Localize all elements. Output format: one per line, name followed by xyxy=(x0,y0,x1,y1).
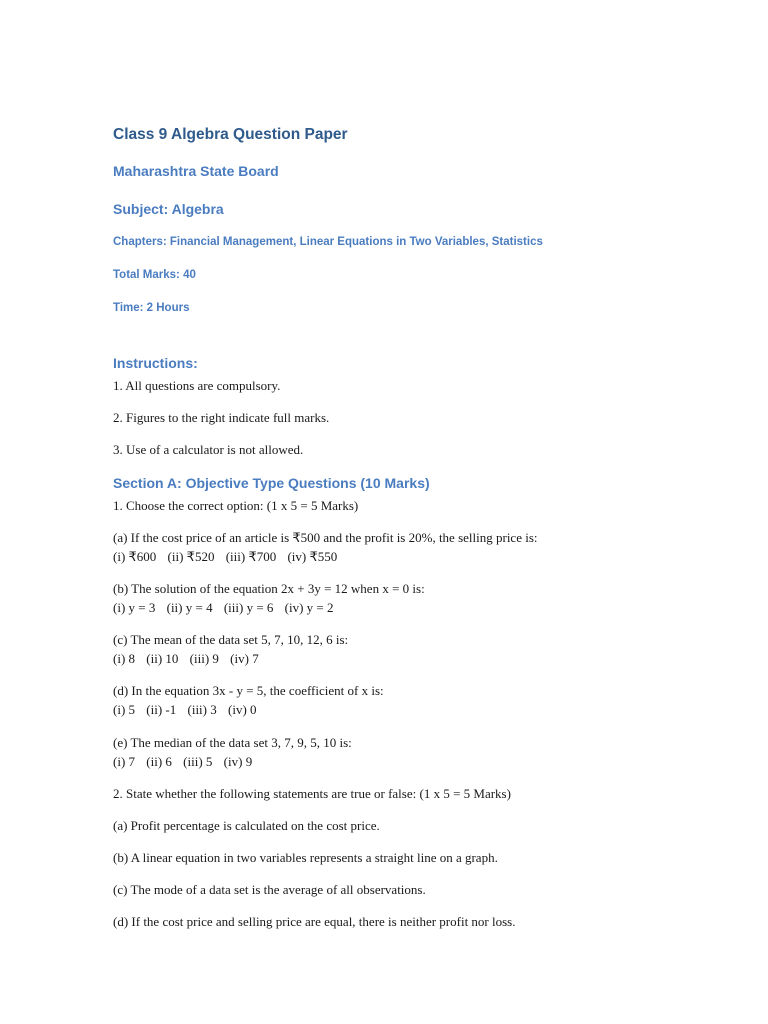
instruction-item: 2. Figures to the right indicate full marks. xyxy=(113,410,330,425)
time-allowed: Time: 2 Hours xyxy=(113,302,190,314)
subject-line: Subject: Algebra xyxy=(113,201,224,217)
mcq-options xyxy=(113,547,538,566)
instruction-item: 3. Use of a calculator is not allowed. xyxy=(113,442,304,457)
page-title: Class 9 Algebra Question Paper xyxy=(113,126,348,143)
mcq-options xyxy=(113,700,384,719)
option: (iii) y = 6 xyxy=(223,600,274,615)
option: (ii) y = 4 xyxy=(166,600,213,615)
option: (ii) ₹520 xyxy=(167,549,215,564)
section-a-heading: Section A: Objective Type Questions (10 Marks) xyxy=(113,475,430,491)
option: (iii) ₹700 xyxy=(225,549,277,564)
question-1-prompt: 1. Choose the correct option: (1 x 5 = 5 Marks) xyxy=(113,498,359,513)
option: (i) 7 xyxy=(113,754,136,769)
mcq-question: (c) The mean of the data set 5, 7, 10, 12, 6 is: xyxy=(113,632,349,647)
true-false-item: (d) If the cost price and selling price are equal, there is neither profit nor loss. xyxy=(113,914,516,929)
mcq-question: (a) If the cost price of an article is ₹500 and the profit is 20%, the selling price is: xyxy=(113,530,538,545)
option: (i) y = 3 xyxy=(113,600,156,615)
true-false-item: (a) Profit percentage is calculated on the cost price. xyxy=(113,818,380,833)
true-false-item: (b) A linear equation in two variables represents a straight line on a graph. xyxy=(113,850,498,865)
total-marks: Total Marks: 40 xyxy=(113,269,196,281)
option: (i) 5 xyxy=(113,702,136,717)
mcq-question: (d) In the equation 3x - y = 5, the coefficient of x is: xyxy=(113,683,384,698)
mcq-question: (b) The solution of the equation 2x + 3y = 12 when x = 0 is: xyxy=(113,581,425,596)
mcq-item-c xyxy=(113,630,348,668)
mcq-options xyxy=(113,598,425,617)
option: (ii) -1 xyxy=(146,702,177,717)
option: (i) ₹600 xyxy=(113,549,157,564)
option: (iv) 0 xyxy=(228,702,257,717)
option: (iii) 3 xyxy=(187,702,217,717)
mcq-question: (e) The median of the data set 3, 7, 9, 5, 10 is: xyxy=(113,735,352,750)
board-name: Maharashtra State Board xyxy=(113,163,279,179)
mcq-item-e xyxy=(113,733,352,771)
option: (iii) 5 xyxy=(183,754,213,769)
mcq-options xyxy=(113,649,348,668)
option: (iv) 7 xyxy=(230,651,259,666)
instruction-item: 1. All questions are compulsory. xyxy=(113,378,281,393)
mcq-item-a xyxy=(113,528,538,566)
mcq-options xyxy=(113,752,352,771)
question-2-prompt: 2. State whether the following statements are true or false: (1 x 5 = 5 Marks) xyxy=(113,786,511,801)
option: (iv) ₹550 xyxy=(287,549,338,564)
mcq-item-b xyxy=(113,579,425,617)
true-false-item: (c) The mode of a data set is the average of all observations. xyxy=(113,882,426,897)
instructions-heading: Instructions: xyxy=(113,355,198,371)
option: (i) 8 xyxy=(113,651,136,666)
option: (ii) 10 xyxy=(146,651,179,666)
option: (iv) y = 2 xyxy=(284,600,334,615)
mcq-item-d xyxy=(113,681,384,719)
option: (iv) 9 xyxy=(223,754,253,769)
chapters-line: Chapters: Financial Management, Linear Equations in Two Variables, Statistics xyxy=(113,236,543,248)
option: (iii) 9 xyxy=(189,651,219,666)
option: (ii) 6 xyxy=(146,754,172,769)
